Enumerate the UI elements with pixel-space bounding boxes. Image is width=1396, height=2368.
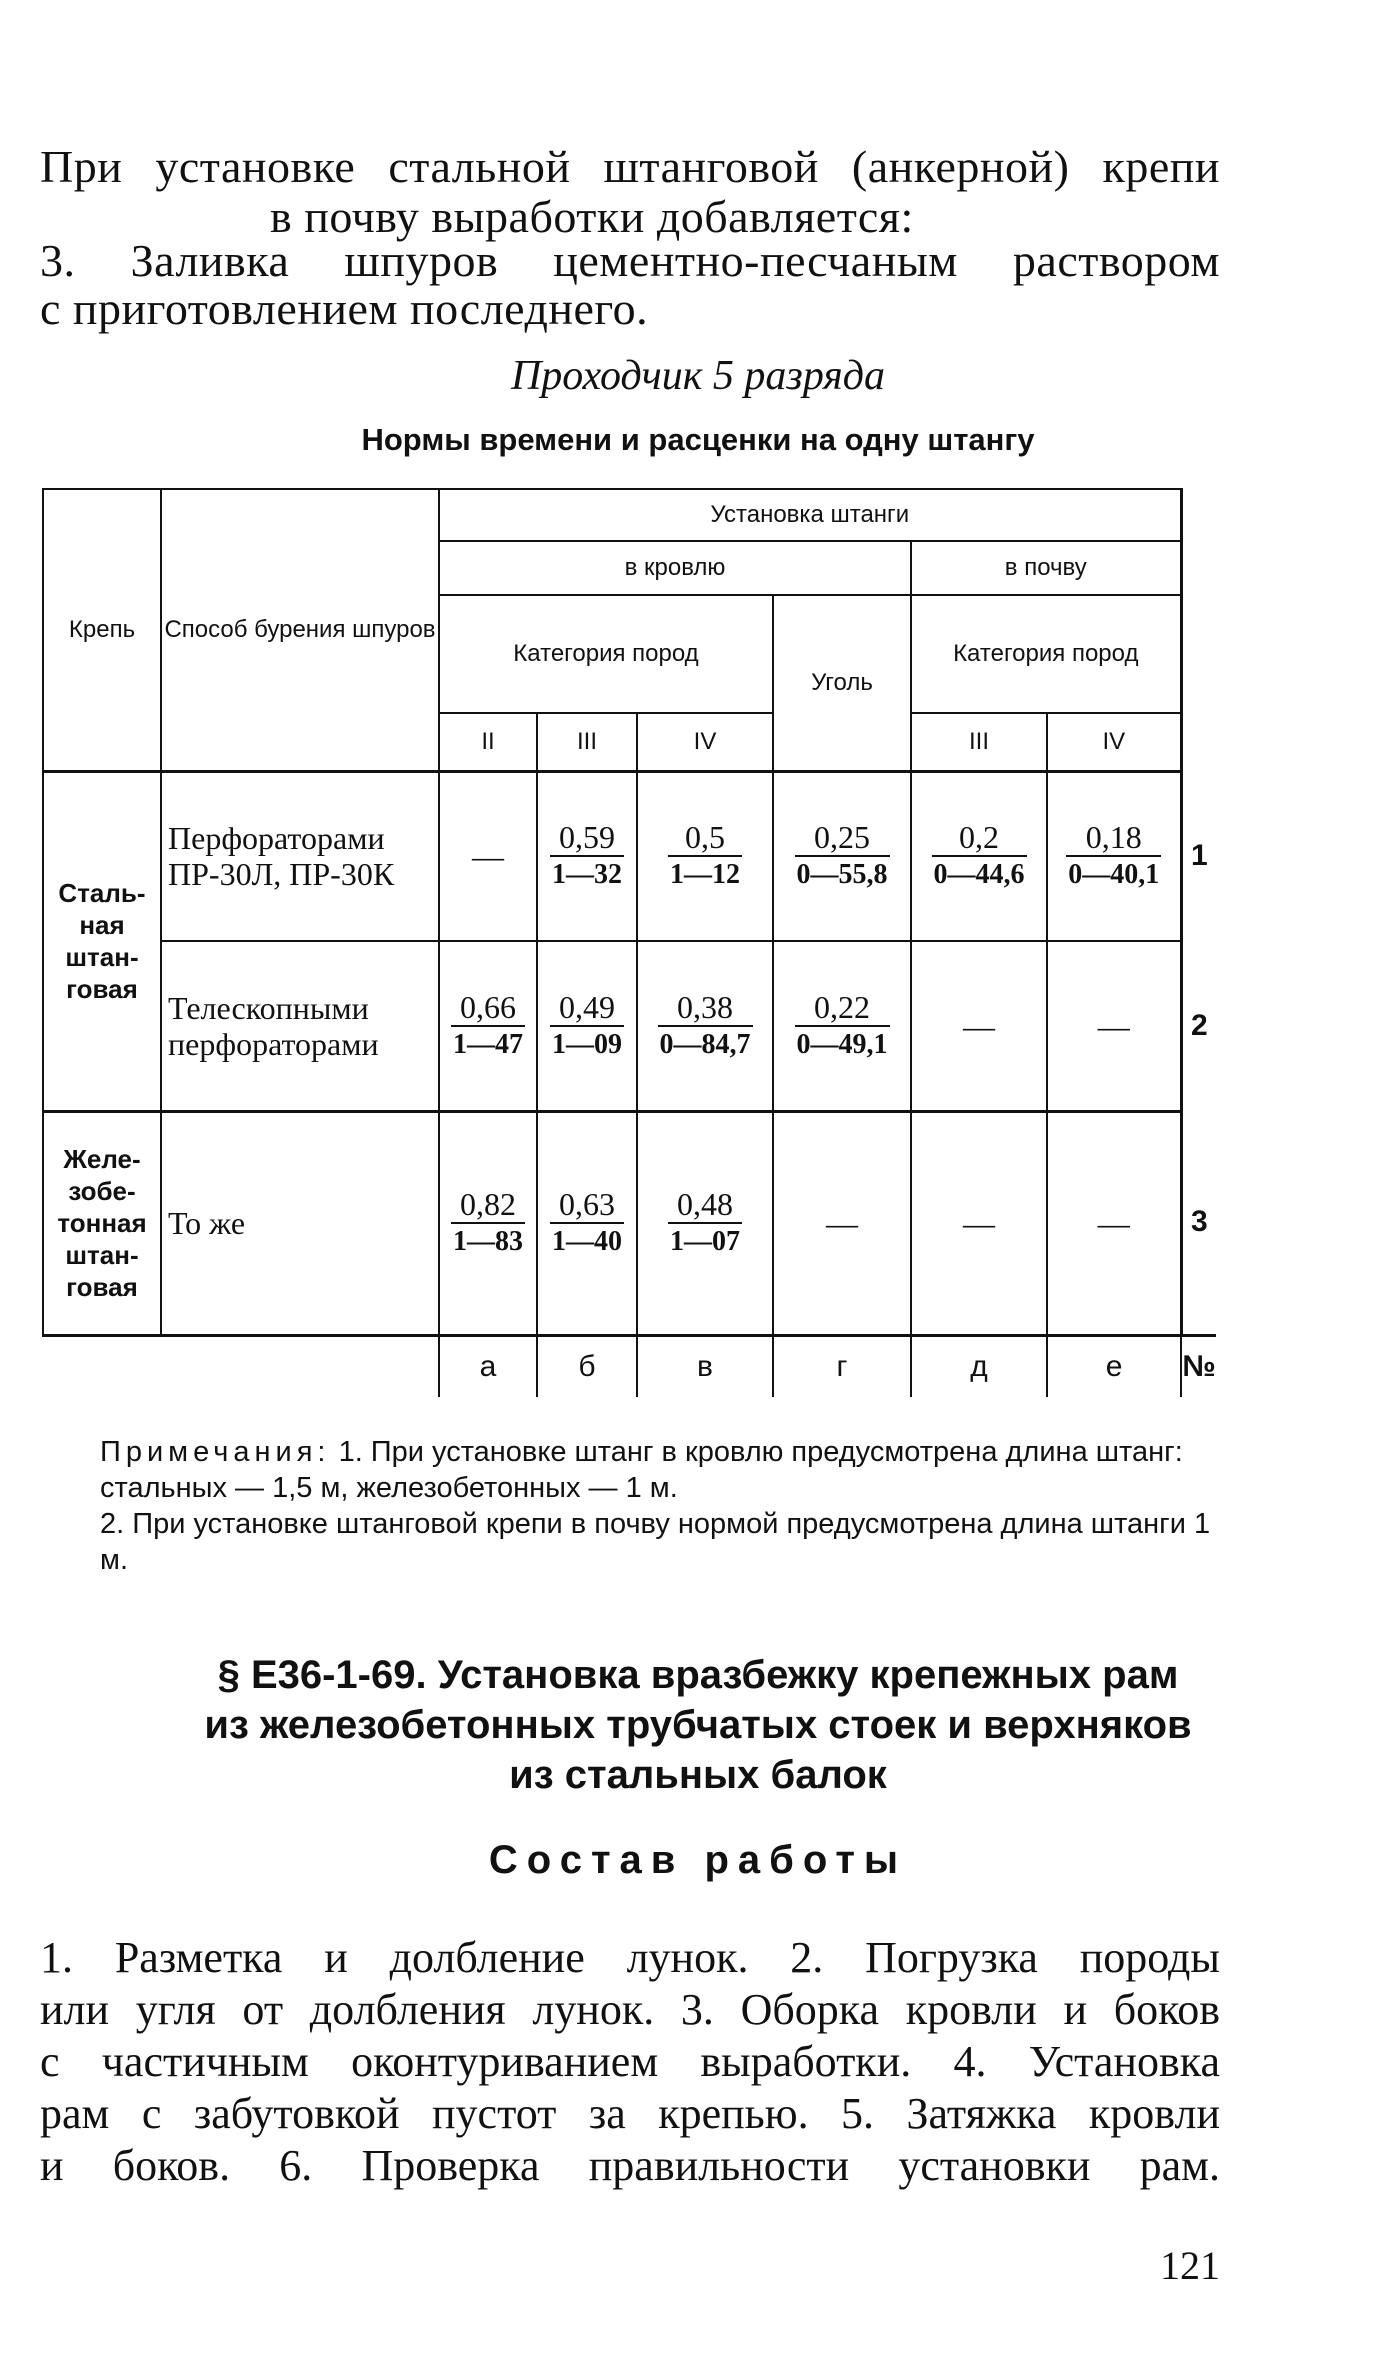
- rate: 1—09: [552, 1028, 622, 1060]
- number-column-label: №: [1181, 1335, 1216, 1397]
- table-caption: Нормы времени и расценки на одну штангу: [361, 422, 1035, 457]
- header-coal: Уголь: [773, 595, 911, 771]
- value-cell: [911, 771, 1047, 941]
- row-number: 1: [1181, 771, 1216, 941]
- value-cell: [773, 941, 911, 1111]
- header-cat-IV: IV: [637, 713, 773, 771]
- rate: 0—44,6: [933, 859, 1025, 891]
- work-composition-text: [40, 1932, 1220, 2192]
- rate: 1—83: [453, 1226, 523, 1257]
- rate: 0—84,7: [659, 1028, 751, 1060]
- value-cell: [439, 1111, 537, 1335]
- krep-rc-line: говая: [66, 1272, 138, 1302]
- table-row: [43, 941, 1216, 1111]
- time-norm: 0,66: [451, 989, 525, 1027]
- rate: 1—40: [552, 1226, 622, 1257]
- column-letter: б: [537, 1335, 637, 1397]
- krep-rc-line: тонная: [57, 1208, 147, 1238]
- note-2: 2. При установке штанговой крепи в почву нормой предусмотрена длина штанги 1 м.: [100, 1508, 1211, 1576]
- time-norm: 0,82: [451, 1186, 525, 1224]
- value-cell: [911, 1111, 1047, 1335]
- intro-line-1: При установке стальной штанговой (анкерной) крепи: [40, 141, 1220, 192]
- header-rock-category-floor: Категория пород: [911, 595, 1181, 713]
- value-cell: [537, 941, 637, 1111]
- time-norm: 0,25: [795, 819, 890, 857]
- row-number: 2: [1181, 941, 1216, 1111]
- note-1: [100, 1434, 1220, 1506]
- rate: 1—07: [670, 1226, 740, 1257]
- column-letter: д: [911, 1335, 1047, 1397]
- header-cat-III: III: [537, 713, 637, 771]
- krep-rc-line: Желе-: [63, 1144, 141, 1174]
- krep-steel-line: Сталь-: [58, 878, 146, 908]
- section-heading-line: § Е36-1-69. Установка вразбежку крепежных рам: [217, 1653, 1179, 1697]
- section-heading-line: из железобетонных трубчатых стоек и верхняков: [204, 1703, 1192, 1747]
- work-composition-heading: Состав работы: [488, 1838, 908, 1882]
- column-letter: а: [439, 1335, 537, 1397]
- column-letter: е: [1047, 1335, 1181, 1397]
- column-letters-row: [43, 1335, 1216, 1397]
- table-row: [43, 771, 1216, 941]
- time-norm: 0,18: [1066, 819, 1161, 857]
- section-heading: [0, 1650, 1396, 1800]
- time-norm: 0,5: [668, 819, 742, 857]
- dash: —: [963, 1205, 995, 1241]
- intro-line-2: в почву выработки добавляется:: [270, 191, 914, 242]
- header-cat-II: II: [439, 713, 537, 771]
- column-letter: г: [773, 1335, 911, 1397]
- header-rock-category-roof: Категория пород: [439, 595, 773, 713]
- section-heading-line: из стальных балок: [509, 1753, 887, 1797]
- krep-rc-line: штан-: [65, 1240, 139, 1270]
- header-roof: в кровлю: [439, 541, 911, 595]
- time-norm: 0,49: [550, 989, 624, 1027]
- header-floor: в почву: [911, 541, 1181, 595]
- row-number: 3: [1181, 1111, 1216, 1335]
- time-norm: 0,38: [658, 989, 753, 1027]
- note-1-text: 1. При установке штанг в кровлю предусмотрена длина штанг: стальных — 1,5 м, железобетонных — 1 м.: [100, 1436, 1183, 1504]
- time-norm: 0,48: [668, 1186, 742, 1224]
- work-line: 1. Разметка и долбление лунок. 2. Погрузка породы: [40, 1933, 1220, 1982]
- work-line: или угля от долбления лунок. 3. Оборка кровли и боков: [40, 1985, 1220, 2034]
- value-cell: [773, 1111, 911, 1335]
- value-cell: [537, 1111, 637, 1335]
- value-cell: [911, 941, 1047, 1111]
- krep-steel: [43, 771, 161, 1111]
- method-cell: Телескопными перфораторами: [161, 941, 439, 1111]
- dash: —: [1097, 1205, 1130, 1241]
- intro-line-3: 3. Заливка шпуров цементно-песчаным раствором: [40, 235, 1220, 286]
- krep-steel-line: говая: [66, 974, 138, 1004]
- rate: 0—49,1: [796, 1028, 888, 1060]
- header-floor-cat-IV: IV: [1047, 713, 1181, 771]
- notes-label: Примечания:: [100, 1436, 331, 1468]
- intro-line-4: с приготовлением последнего.: [40, 283, 649, 334]
- value-cell: [773, 771, 911, 941]
- header-install: Установка штанги: [439, 489, 1181, 541]
- rate: 0—40,1: [1068, 859, 1160, 891]
- value-cell: [1047, 771, 1181, 941]
- krep-reinforced-concrete: [43, 1111, 161, 1335]
- value-cell: [537, 771, 637, 941]
- value-cell: [439, 771, 537, 941]
- value-cell: [637, 771, 773, 941]
- dash: —: [826, 1205, 858, 1241]
- rate: 0—55,8: [796, 859, 888, 891]
- krep-rc-line: зобе-: [68, 1176, 136, 1206]
- work-line: и боков. 6. Проверка правильности установки рам.: [40, 2141, 1220, 2190]
- rate: 1—32: [552, 859, 622, 891]
- value-cell: [439, 941, 537, 1111]
- dash: —: [472, 838, 504, 875]
- value-cell: [1047, 941, 1181, 1111]
- rate: 1—47: [453, 1028, 523, 1060]
- dash: —: [1097, 1007, 1130, 1044]
- worker-grade-subtitle: Проходчик 5 разряда: [510, 353, 886, 399]
- time-norm: 0,63: [550, 1186, 624, 1224]
- method-cell: То же: [161, 1111, 439, 1335]
- time-norm: 0,22: [795, 989, 890, 1027]
- header-method: Способ бурения шпуров: [161, 489, 439, 771]
- value-cell: [637, 941, 773, 1111]
- header-krep: Крепь: [43, 489, 161, 771]
- value-cell: [637, 1111, 773, 1335]
- work-line: с частичным оконтуриванием выработки. 4. Установка: [40, 2037, 1220, 2086]
- table-row: [43, 1111, 1216, 1335]
- norms-table: [42, 488, 1216, 1397]
- time-norm: 0,59: [550, 819, 624, 857]
- page-number: 121: [1160, 2243, 1220, 2288]
- column-letter: в: [637, 1335, 773, 1397]
- dash: —: [963, 1007, 995, 1044]
- value-cell: [1047, 1111, 1181, 1335]
- krep-steel-line: штан-: [65, 942, 139, 972]
- krep-steel-line: ная: [79, 910, 125, 940]
- method-cell: Перфораторами ПР-30Л, ПР-30К: [161, 771, 439, 941]
- rate: 1—12: [670, 859, 740, 891]
- time-norm: 0,2: [932, 819, 1027, 857]
- work-line: рам с забутовкой пустот за крепью. 5. Затяжка кровли: [40, 2089, 1220, 2138]
- header-floor-cat-III: III: [911, 713, 1047, 771]
